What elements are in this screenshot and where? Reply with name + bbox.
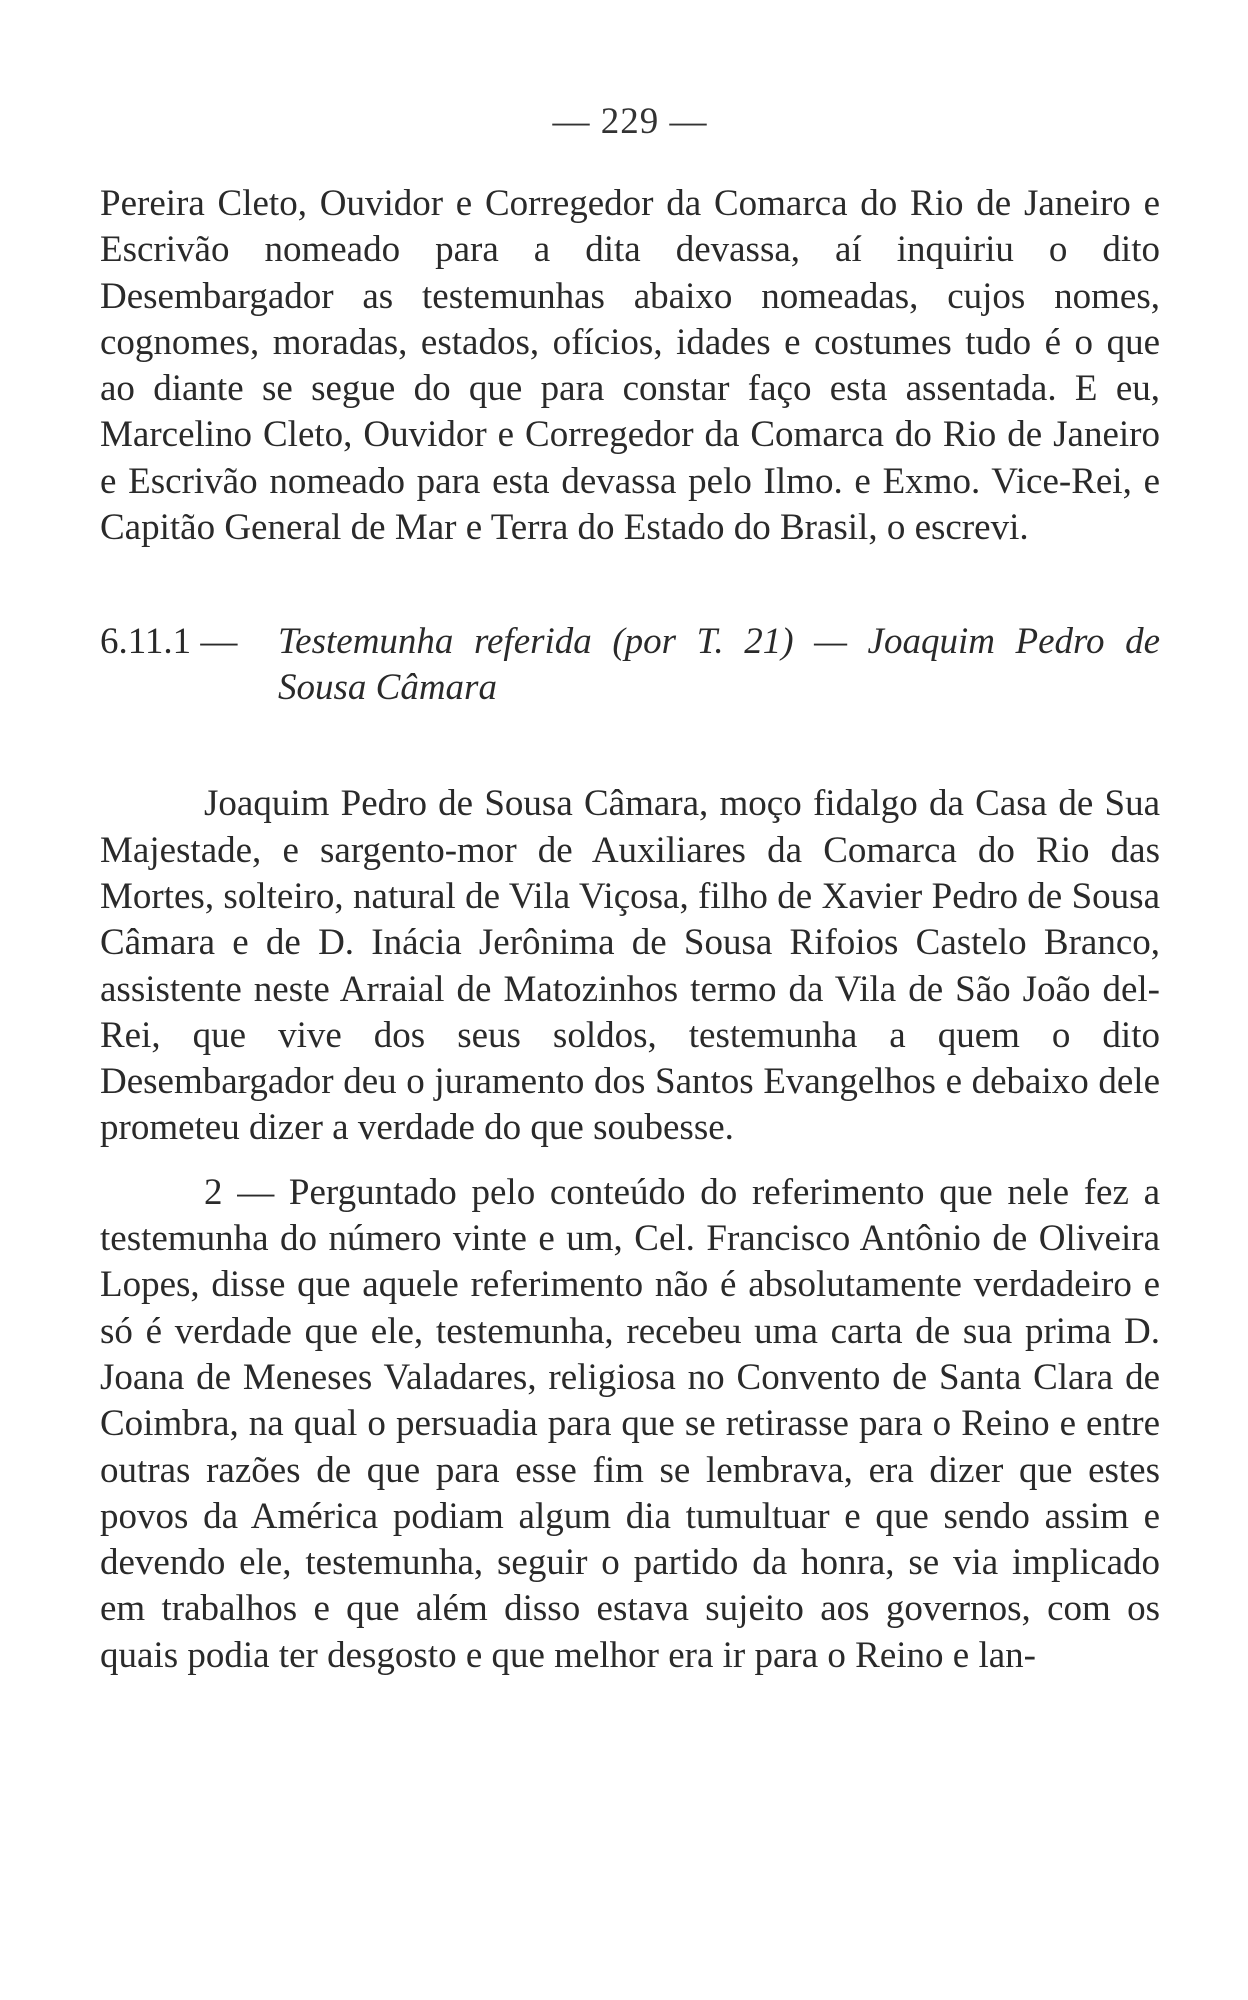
section-number: 6.11.1 — [100, 621, 238, 663]
section-title: Testemunha referida (por T. 21) — Joaquim Pedro de Sousa Câmara [278, 621, 1160, 709]
intro-paragraph: Pereira Cleto, Ouvidor e Corregedor da Comarca do Rio de Janeiro e Escrivão nomeado para a dita devassa, aí inquiriu o dito Desembargador as testemunhas abaixo nomeadas, cujos nomes, cognomes, moradas, estados, ofícios, idades e costumes tudo é o que ao diante se segue do que para constar faço esta assentada. E eu, Marcelino Cleto, Ouvidor e Corregedor da Comarca do Rio de Janeiro e Escrivão nomeado para esta devassa pelo Ilmo. e Exmo. Vice-Rei, e Capitão General de Mar e Terra do Estado do Brasil, o escrevi. [100, 183, 1160, 549]
page-number: — 229 — [552, 101, 708, 142]
question-2-paragraph: 2 — Perguntado pelo conteúdo do referimento que nele fez a testemunha do número vinte e um, Cel. Francisco Antônio de Oliveira Lopes, disse que aquele referimento não é absolutamente verdadeiro e só é verdade que ele, testemunha, recebeu uma carta de sua prima D. Joana de Meneses Valadares, religiosa no Convento de Santa Clara de Coimbra, na qual o persuadia para que se retirasse para o Reino e entre outras razões de que para esse fim se lembrava, era dizer que estes povos da América podiam algum dia tumultuar e que sendo assim e devendo ele, testemunha, seguir o partido da honra, se via implicado em trabalhos e que além disso estava sujeito aos governos, com os quais podia ter desgosto e que melhor era ir para o Reino e lan- [100, 1171, 1160, 1676]
section-spacer [100, 711, 1160, 781]
section-heading [100, 619, 1160, 711]
paragraph-spacer [100, 1152, 1160, 1170]
document-page [100, 100, 1160, 1679]
witness-paragraph: Joaquim Pedro de Sousa Câmara, moço fidalgo da Casa de Sua Majestade, e sargento-mor de Auxiliares da Comarca do Rio das Mortes, solteiro, natural de Vila Viçosa, filho de Xavier Pedro de Sousa Câmara e de D. Inácia Jerônima de Sousa Rifoios Castelo Branco, assistente neste Arraial de Matozinhos termo da Vila de São João del-Rei, que vive dos seus soldos, testemunha a quem o dito Desembargador deu o juramento dos Santos Evangelhos e debaixo dele prometeu dizer a verdade do que soubesse. [100, 783, 1160, 1149]
